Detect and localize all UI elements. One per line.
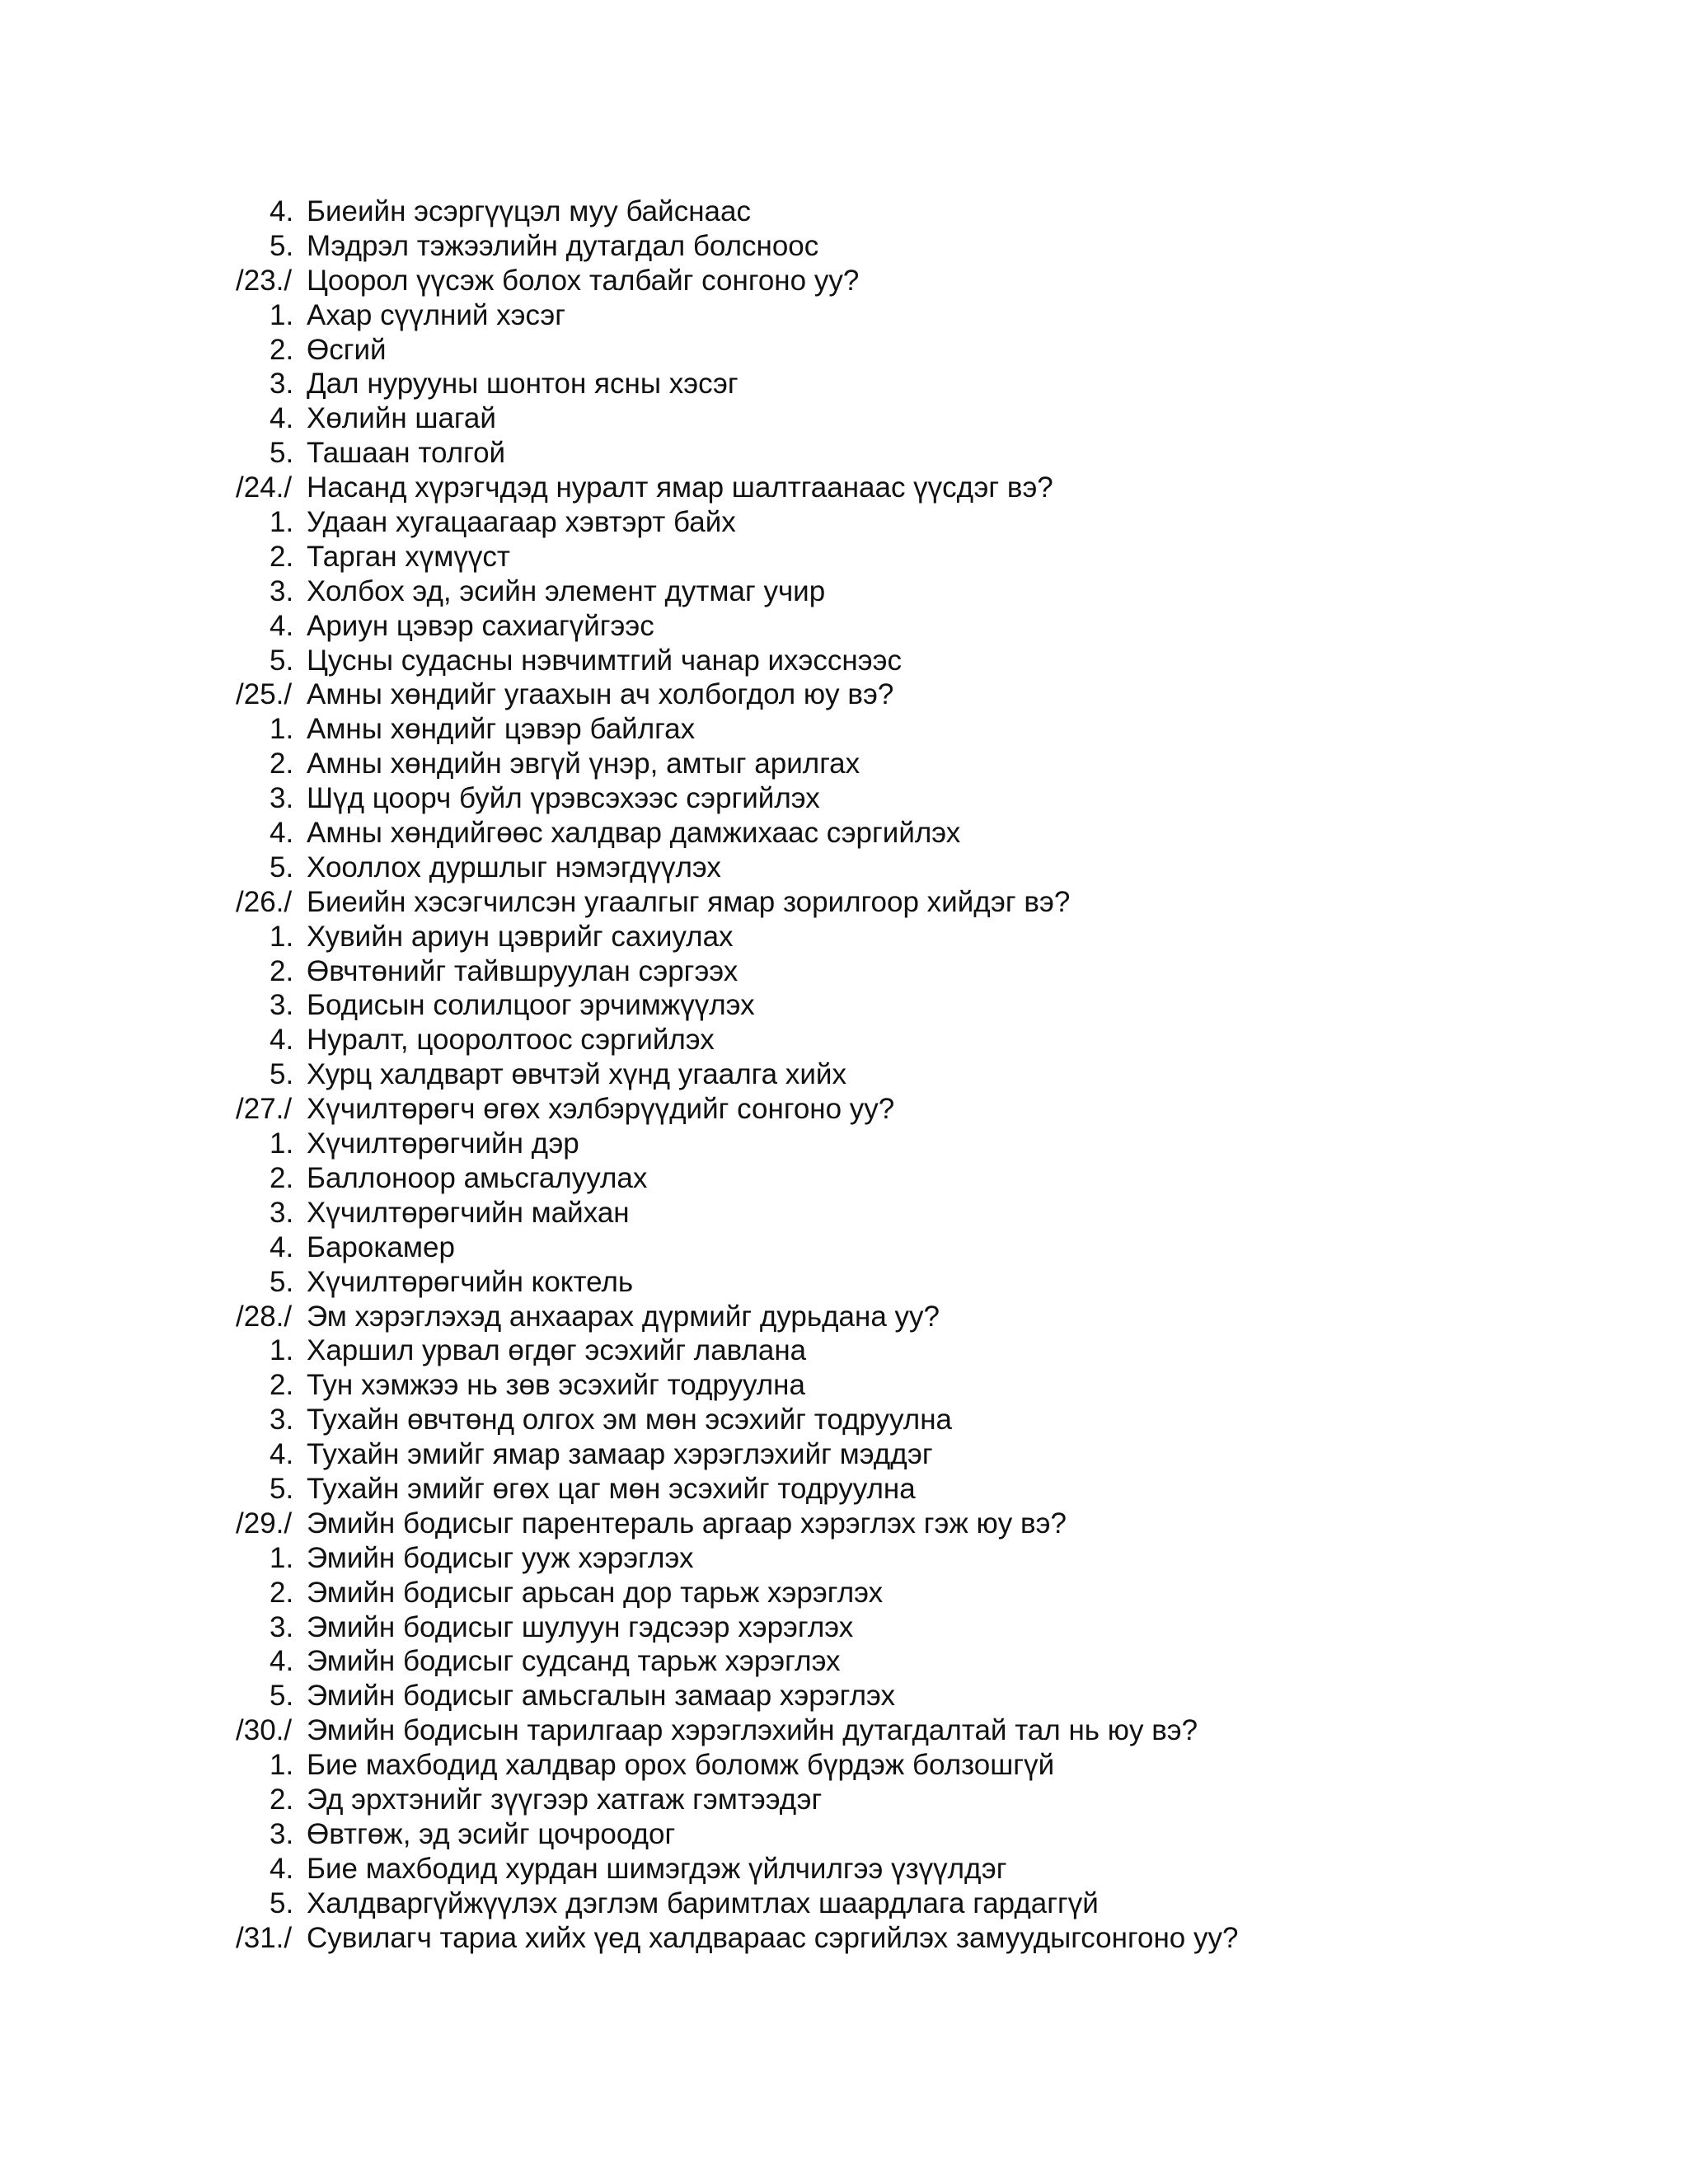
answer-option <box>236 1748 1637 1783</box>
option-text: Цусны судасны нэвчимтгий чанар ихэсснээс <box>307 644 902 677</box>
answer-option <box>236 747 1637 781</box>
option-text: Ариун цэвэр сахиагүйгээс <box>307 609 654 642</box>
answer-option <box>236 505 1637 540</box>
answer-option <box>236 333 1637 368</box>
option-number: 3. <box>270 1817 294 1850</box>
option-number: 3. <box>270 1196 294 1229</box>
answer-option <box>236 1886 1637 1921</box>
option-text: Тун хэмжээ нь зөв эсэхийг тодруулна <box>307 1369 805 1402</box>
answer-option <box>236 920 1637 954</box>
question-line <box>236 1092 1637 1127</box>
option-text: Эмийн бодисыг амьсгалын замаар хэрэглэх <box>307 1680 895 1713</box>
option-text: Удаан хугацаагаар хэвтэрт байх <box>307 506 736 539</box>
option-number: 1. <box>270 298 294 331</box>
option-number: 5. <box>270 1265 294 1298</box>
question-line <box>236 677 1637 712</box>
answer-option <box>236 644 1637 678</box>
option-text: Нуралт, цооролтоос сэргийлэх <box>307 1024 715 1057</box>
option-number: 2. <box>270 1576 294 1609</box>
option-text: Баллоноор амьсгалуулах <box>307 1161 648 1194</box>
answer-option <box>236 229 1637 264</box>
question-text: Эм хэрэглэхэд анхаарах дүрмийг дурьдана уу? <box>307 1300 940 1333</box>
option-text: Хүчилтөрөгчийн дэр <box>307 1127 579 1160</box>
option-text: Хүчилтөрөгчийн коктель <box>307 1265 634 1298</box>
option-number: 2. <box>270 954 294 987</box>
option-text: Тухайн эмийг ямар замаар хэрэглэхийг мэддэг <box>307 1438 933 1471</box>
option-text: Мэдрэл тэжээлийн дутагдал болсноос <box>307 229 819 262</box>
question-number: /27./ <box>236 1093 293 1126</box>
option-text: Эд эрхтэнийг зүүгээр хатгаж гэмтээдэг <box>307 1783 823 1816</box>
answer-option <box>236 1333 1637 1368</box>
option-text: Тарган хүмүүст <box>307 540 510 573</box>
option-number: 4. <box>270 1230 294 1263</box>
option-number: 5. <box>270 644 294 677</box>
answer-option <box>236 1196 1637 1230</box>
option-number: 4. <box>270 1645 294 1678</box>
option-text: Дал нурууны шонтон ясны хэсэг <box>307 368 738 401</box>
option-number: 3. <box>270 782 294 815</box>
question-line <box>236 1507 1637 1541</box>
option-number: 2. <box>270 1369 294 1402</box>
question-number: /24./ <box>236 471 293 504</box>
option-text: Ахар сүүлний хэсэг <box>307 298 566 331</box>
question-line <box>236 471 1637 505</box>
option-text: Хувийн ариун цэврийг сахиулах <box>307 920 734 953</box>
option-number: 4. <box>270 817 294 850</box>
option-text: Бие махбодид хурдан шимэгдэж үйлчилгээ үзүүлдэг <box>307 1852 1007 1885</box>
option-number: 5. <box>270 437 294 470</box>
option-text: Биеийн эсэргүүцэл муу байснаас <box>307 195 751 227</box>
option-text: Тухайн өвчтөнд олгох эм мөн эсэхийг тодруулна <box>307 1404 953 1436</box>
option-number: 1. <box>270 713 294 746</box>
answer-option <box>236 1403 1637 1437</box>
question-text: Хүчилтөрөгч өгөх хэлбэрүүдийг сонгоно уу? <box>307 1093 895 1126</box>
option-text: Хурц халдварт өвчтэй хүнд угаалга хийх <box>307 1058 846 1091</box>
question-text: Амны хөндийг угаахын ач холбогдол юу вэ? <box>307 678 894 711</box>
question-number: /30./ <box>236 1714 293 1747</box>
option-text: Бие махбодид халдвар орох боломж бүрдэж болзошгүй <box>307 1749 1055 1782</box>
option-text: Эмийн бодисыг арьсан дор тарьж хэрэглэх <box>307 1576 884 1609</box>
answer-option <box>236 574 1637 609</box>
answer-option <box>236 1127 1637 1161</box>
option-text: Амны хөндийг цэвэр байлгах <box>307 713 696 746</box>
question-number: /31./ <box>236 1921 293 1954</box>
option-text: Тухайн эмийг өгөх цаг мөн эсэхийг тодруулна <box>307 1472 916 1505</box>
question-number: /28./ <box>236 1300 293 1333</box>
question-number: /29./ <box>236 1507 293 1540</box>
answer-option <box>236 1644 1637 1679</box>
option-number: 2. <box>270 1783 294 1816</box>
answer-option <box>236 401 1637 436</box>
question-text: Сувилагч тариа хийх үед халдвараас сэргийлэх замуудыгсонгоно уу? <box>307 1921 1239 1954</box>
option-number: 1. <box>270 1749 294 1782</box>
option-text: Шүд цоорч буйл үрэвсэхээс сэргийлэх <box>307 782 820 815</box>
question-line <box>236 885 1637 920</box>
option-text: Өсгий <box>307 333 387 366</box>
answer-option <box>236 1023 1637 1057</box>
option-text: Амны хөндийн эвгүй үнэр, амтыг арилгах <box>307 748 860 780</box>
option-number: 4. <box>270 1438 294 1471</box>
option-number: 1. <box>270 506 294 539</box>
answer-option <box>236 1472 1637 1507</box>
question-number: /26./ <box>236 885 293 918</box>
question-line <box>236 1921 1637 1956</box>
question-line <box>236 264 1637 298</box>
option-number: 1. <box>270 1541 294 1574</box>
option-number: 1. <box>270 920 294 953</box>
option-number: 1. <box>270 1334 294 1367</box>
question-line <box>236 1713 1637 1748</box>
option-text: Эмийн бодисыг ууж хэрэглэх <box>307 1541 694 1574</box>
option-text: Өвчтөнийг тайвшруулан сэргээх <box>307 954 738 987</box>
answer-option <box>236 367 1637 401</box>
option-text: Харшил урвал өгдөг эсэхийг лавлана <box>307 1334 807 1367</box>
answer-option <box>236 1783 1637 1817</box>
option-number: 2. <box>270 748 294 780</box>
answer-option <box>236 540 1637 574</box>
answer-option <box>236 954 1637 989</box>
question-line <box>236 1300 1637 1334</box>
answer-option <box>236 194 1637 229</box>
option-number: 4. <box>270 1024 294 1057</box>
answer-option <box>236 1161 1637 1196</box>
option-number: 2. <box>270 1161 294 1194</box>
option-text: Барокамер <box>307 1230 455 1263</box>
option-number: 3. <box>270 574 294 607</box>
option-text: Хүчилтөрөгчийн майхан <box>307 1196 630 1229</box>
option-number: 4. <box>270 1852 294 1885</box>
option-number: 2. <box>270 540 294 573</box>
question-number: /25./ <box>236 678 293 711</box>
option-text: Бодисын солилцоог эрчимжүүлэх <box>307 989 755 1022</box>
answer-option <box>236 1576 1637 1610</box>
answer-option <box>236 298 1637 333</box>
option-text: Ташаан толгой <box>307 437 506 470</box>
question-list <box>236 194 1637 1955</box>
option-number: 3. <box>270 368 294 401</box>
question-text: Насанд хүрэгчдэд нуралт ямар шалтгаанаас үүсдэг вэ? <box>307 471 1053 504</box>
option-number: 2. <box>270 333 294 366</box>
option-number: 5. <box>270 1058 294 1091</box>
answer-option <box>236 816 1637 851</box>
option-number: 5. <box>270 851 294 883</box>
option-text: Амны хөндийгөөс халдвар дамжихаас сэргийлэх <box>307 817 961 850</box>
option-number: 3. <box>270 1610 294 1643</box>
option-number: 3. <box>270 989 294 1022</box>
option-text: Халдваргүйжүүлэх дэглэм баримтлах шаардлага гардаггүй <box>307 1886 1099 1919</box>
answer-option <box>236 609 1637 644</box>
answer-option <box>236 1368 1637 1403</box>
answer-option <box>236 1437 1637 1472</box>
answer-option <box>236 851 1637 885</box>
option-text: Холбох эд, эсийн элемент дутмаг учир <box>307 574 826 607</box>
question-text: Эмийн бодисын тарилгаар хэрэглэхийн дутагдалтай тал нь юу вэ? <box>307 1714 1198 1747</box>
answer-option <box>236 712 1637 747</box>
option-text: Хөлийн шагай <box>307 402 496 435</box>
answer-option <box>236 781 1637 816</box>
answer-option <box>236 1852 1637 1886</box>
option-number: 3. <box>270 1404 294 1436</box>
answer-option <box>236 1265 1637 1300</box>
answer-option <box>236 1679 1637 1713</box>
question-text: Эмийн бодисыг парентераль аргаар хэрэглэх гэж юу вэ? <box>307 1507 1067 1540</box>
option-text: Эмийн бодисыг судсанд тарьж хэрэглэх <box>307 1645 841 1678</box>
answer-option <box>236 1817 1637 1852</box>
question-text: Цоорол үүсэж болох талбайг сонгоно уу? <box>307 264 860 297</box>
option-text: Эмийн бодисыг шулуун гэдсээр хэрэглэх <box>307 1610 854 1643</box>
option-text: Хооллох дуршлыг нэмэгдүүлэх <box>307 851 721 883</box>
option-number: 1. <box>270 1127 294 1160</box>
answer-option <box>236 988 1637 1023</box>
option-text: Өвтгөж, эд эсийг цочроодог <box>307 1817 676 1850</box>
answer-option <box>236 1541 1637 1576</box>
option-number: 5. <box>270 229 294 262</box>
option-number: 5. <box>270 1680 294 1713</box>
answer-option <box>236 1610 1637 1645</box>
answer-option <box>236 436 1637 471</box>
option-number: 4. <box>270 402 294 435</box>
question-number: /23./ <box>236 264 293 297</box>
answer-option <box>236 1057 1637 1092</box>
answer-option <box>236 1230 1637 1265</box>
option-number: 5. <box>270 1472 294 1505</box>
option-number: 4. <box>270 195 294 227</box>
question-text: Биеийн хэсэгчилсэн угаалгыг ямар зорилгоор хийдэг вэ? <box>307 885 1071 918</box>
option-number: 5. <box>270 1886 294 1919</box>
option-number: 4. <box>270 609 294 642</box>
